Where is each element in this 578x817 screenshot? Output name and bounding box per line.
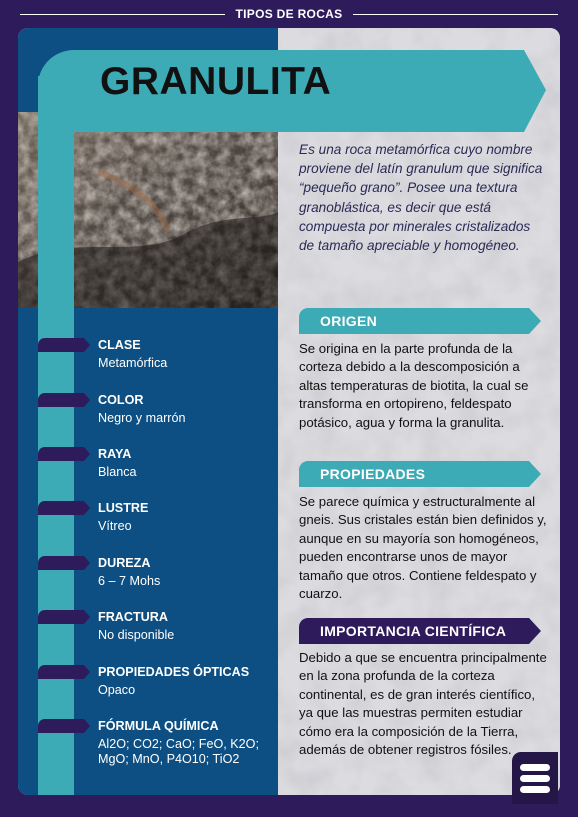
property-tab bbox=[38, 447, 90, 461]
section-body-propiedades: Se parece química y estructuralmente al gneis. Sus cristales están bien definidos y, aunque en su mayoría son homogéneos, pueden encontrarse unos de mayor tamaño que otros. Contiene feldespato y cuarzo. bbox=[299, 494, 547, 602]
property-value: Metamórfica bbox=[98, 356, 168, 370]
property-clase bbox=[98, 338, 268, 371]
property-label: DUREZA bbox=[98, 556, 151, 570]
property-color bbox=[98, 393, 268, 426]
property-tab bbox=[38, 393, 90, 407]
property-tab bbox=[38, 501, 90, 515]
property-value: 6 – 7 Mohs bbox=[98, 574, 161, 588]
section-title-propiedades: PROPIEDADES bbox=[320, 466, 426, 482]
property-dureza bbox=[98, 556, 268, 589]
property-formula-quimica bbox=[98, 719, 268, 767]
section-body-origen: Se origina en la parte profunda de la corteza debido a la descomposición a altas temperaturas de biotita, la cual se transforma en ortopireno, feldespato potásico, agua y forma la granulita. bbox=[299, 341, 529, 430]
section-title: TIPOS DE ROCAS bbox=[235, 7, 343, 21]
property-label: CLASE bbox=[98, 338, 141, 352]
property-lustre bbox=[98, 501, 268, 534]
property-tab bbox=[38, 719, 90, 733]
property-value: Opaco bbox=[98, 683, 136, 697]
property-label: FÓRMULA QUÍMICA bbox=[98, 719, 219, 733]
property-label: FRACTURA bbox=[98, 610, 168, 624]
rock-description: Es una roca metamórfica cuyo nombre proviene del latín granulum que significa “pequeño grano”. Posee una textura granoblástica, es decir que está compuesta por minerales cristalizados de tamaño apreciable y homogéneo. bbox=[299, 142, 543, 254]
property-label: RAYA bbox=[98, 447, 132, 461]
property-value: Blanca bbox=[98, 465, 137, 479]
section-header-propiedades bbox=[299, 461, 541, 487]
property-tab bbox=[38, 556, 90, 570]
rock-card bbox=[18, 28, 560, 795]
section-title-importancia: IMPORTANCIA CIENTÍFICA bbox=[320, 623, 507, 639]
rock-name: GRANULITA bbox=[100, 60, 332, 103]
property-tab bbox=[38, 665, 90, 679]
section-title-origen: ORIGEN bbox=[320, 313, 378, 329]
top-header bbox=[0, 0, 578, 28]
section-header-origen bbox=[299, 308, 541, 334]
property-value: Vítreo bbox=[98, 519, 132, 533]
property-label: PROPIEDADES ÓPTICAS bbox=[98, 665, 250, 679]
property-label: COLOR bbox=[98, 393, 144, 407]
menu-button[interactable] bbox=[512, 752, 558, 804]
section-body-importancia: Debido a que se encuentra principalmente en la zona profunda de la corteza continental, es de gran interés científico, ya que las muestras permiten estudiar cómo era la composición de la Tierra, además de obtener registros fósiles. bbox=[299, 650, 547, 758]
property-tab bbox=[38, 338, 90, 352]
section-header-importancia bbox=[299, 618, 541, 644]
property-value: Al2O; CO2; CaO; FeO, K2O; MgO; MnO, P4O10; TiO2 bbox=[98, 737, 259, 766]
property-raya bbox=[98, 447, 268, 480]
property-value: No disponible bbox=[98, 628, 175, 642]
property-label: LUSTRE bbox=[98, 501, 149, 515]
property-value: Negro y marrón bbox=[98, 411, 186, 425]
property-propiedades-opticas bbox=[98, 665, 268, 698]
property-fractura bbox=[98, 610, 268, 643]
header-rule-right bbox=[353, 14, 558, 15]
property-tab bbox=[38, 610, 90, 624]
timeline-spine bbox=[38, 76, 74, 795]
